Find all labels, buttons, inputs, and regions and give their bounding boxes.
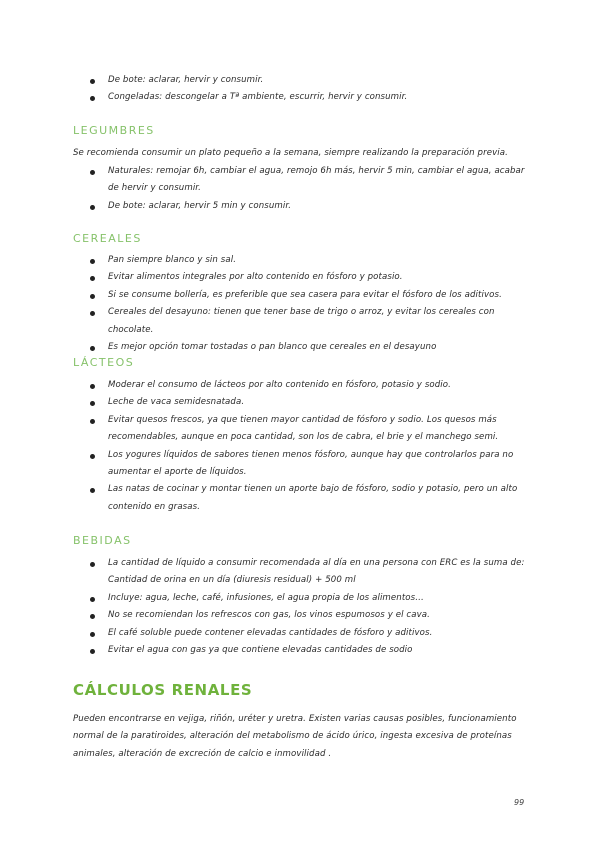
bullet-icon [90, 294, 95, 299]
top-list [90, 72, 530, 107]
section-heading-legumbres: LEGUMBRES [73, 124, 155, 137]
list-item: Incluye: agua, leche, café, infusiones, el agua propia de los alimentos… [90, 590, 530, 607]
legumbres-intro: Se recomienda consumir un plato pequeño a la semana, siempre realizando la preparación previa. [73, 148, 508, 158]
main-heading-calculos-renales: CÁLCULOS RENALES [73, 681, 253, 699]
list-item: La cantidad de líquido a consumir recomendada al día en una persona con ERC es la suma de: Cantidad de orina en un día (diuresis residual) + 500 ml [90, 555, 530, 590]
list-item: Naturales: remojar 6h, cambiar el agua, remojo 6h más, hervir 5 min, cambiar el agua, acabar de hervir y consumir. [90, 163, 525, 198]
bullet-icon [90, 401, 95, 406]
bebidas-list [90, 555, 530, 659]
list-item: Evitar alimentos integrales por alto contenido en fósforo y potasio. [90, 269, 530, 286]
bullet-icon [90, 205, 95, 210]
list-item: Leche de vaca semidesnatada. [90, 394, 530, 411]
bullet-icon [90, 454, 95, 459]
list-item: El café soluble puede contener elevadas cantidades de fósforo y aditivos. [90, 625, 530, 642]
section-heading-cereales: CEREALES [73, 232, 142, 245]
calculos-paragraph: Pueden encontrarse en vejiga, riñón, uréter y uretra. Existen varias causas posibles, funcionamiento normal de la paratiroides, alteración del metabolismo de ácido úrico, ingesta excesiva de proteínas animales, alteración de excreción de calcio e inmovilidad . [73, 714, 517, 759]
list-item: Los yogures líquidos de sabores tienen menos fósforo, aunque hay que controlarlos para no aumentar el aporte de líquidos. [90, 447, 530, 482]
bullet-icon [90, 96, 95, 101]
list-item: De bote: aclarar, hervir y consumir. [90, 72, 530, 89]
bullet-icon [90, 562, 95, 567]
list-item: No se recomiendan los refrescos con gas, los vinos espumosos y el cava. [90, 607, 530, 624]
section-heading-lacteos: LÁCTEOS [73, 356, 135, 369]
cereales-list [90, 252, 530, 356]
bullet-icon [90, 79, 95, 84]
bullet-icon [90, 276, 95, 281]
bullet-icon [90, 649, 95, 654]
bullet-icon [90, 259, 95, 264]
list-item: Si se consume bollería, es preferible que sea casera para evitar el fósforo de los aditivos. [90, 287, 530, 304]
list-item: De bote: aclarar, hervir 5 min y consumir. [90, 198, 525, 215]
list-item: Las natas de cocinar y montar tienen un aporte bajo de fósforo, sodio y potasio, pero un alto contenido en grasas. [90, 481, 530, 516]
lacteos-list [90, 377, 530, 516]
list-item: Cereales del desayuno: tienen que tener base de trigo o arroz, y evitar los cereales con chocolate. [90, 304, 530, 339]
bullet-icon [90, 384, 95, 389]
bullet-icon [90, 632, 95, 637]
bullet-icon [90, 170, 95, 175]
list-item: Congeladas: descongelar a Tª ambiente, escurrir, hervir y consumir. [90, 89, 530, 106]
list-item: Moderar el consumo de lácteos por alto contenido en fósforo, potasio y sodio. [90, 377, 530, 394]
bullet-icon [90, 597, 95, 602]
list-item: Pan siempre blanco y sin sal. [90, 252, 530, 269]
legumbres-list [90, 163, 525, 215]
page-number: 99 [514, 798, 525, 807]
list-item: Es mejor opción tomar tostadas o pan blanco que cereales en el desayuno [90, 339, 530, 356]
bullet-icon [90, 488, 95, 493]
section-heading-bebidas: BEBIDAS [73, 534, 132, 547]
bullet-icon [90, 346, 95, 351]
bullet-icon [90, 614, 95, 619]
bullet-icon [90, 311, 95, 316]
list-item: Evitar quesos frescos, ya que tienen mayor cantidad de fósforo y sodio. Los quesos más recomendables, aunque en poca cantidad, son los de cabra, el brie y el manchego semi. [90, 412, 530, 447]
bullet-icon [90, 419, 95, 424]
list-item: Evitar el agua con gas ya que contiene elevadas cantidades de sodio [90, 642, 530, 659]
